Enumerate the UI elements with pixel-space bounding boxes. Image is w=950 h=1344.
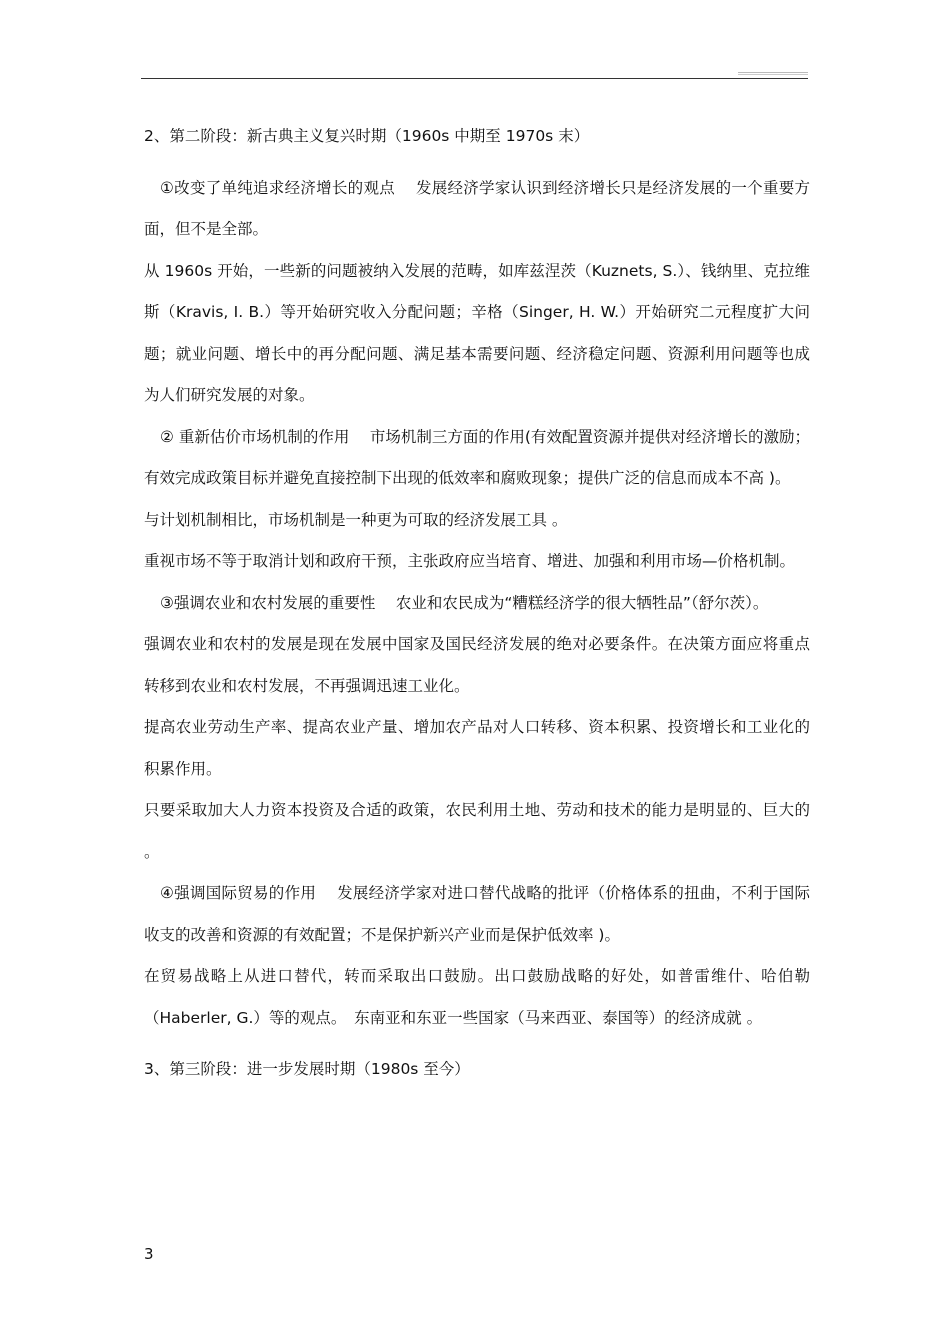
paragraph: ② 重新估价市场机制的作用 市场机制三方面的作用(有效配置资源并提供对经济增长的激励；有效完成政策目标并避免直接控制下出现的低效率和腐败现象；提供广泛的信息而成本不高 )。 [144,427,810,487]
paragraph: 只要采取加大人力资本投资及合适的政策，农民利用土地、劳动和技术的能力是明显的、巨大的 。 [144,801,810,861]
header-mark [738,74,808,75]
section-heading-stage2: 2、第二阶段：新古典主义复兴时期（1960s 中期至 1970s 末） [144,127,590,145]
paragraph: ③强调农业和农村发展的重要性 农业和农民成为“糟糕经济学的很大牺牲品”（舒尔茨）。 [160,593,769,612]
page-number: 3 [144,1245,154,1263]
section-heading-stage3: 3、第三阶段：进一步发展时期（1980s 至今） [144,1060,470,1078]
paragraph: ④强调国际贸易的作用 发展经济学家对进口替代战略的批评（价格体系的扭曲，不利于国际收支的改善和资源的有效配置；不是保护新兴产业而是保护低效率 )。 [144,884,810,944]
header-rule [141,78,808,79]
document-body [144,116,810,1091]
header-mark [738,72,808,73]
paragraph: 从 1960s 开始，一些新的问题被纳入发展的范畴，如库兹涅茨（Kuznets, S.）、钱纳里、克拉维斯（Kravis, I. B.）等开始研究收入分配问题；辛格（Singer, H. W.）开始研究二元程度扩大问题；就业问题、增长中的再分配问题、满足基本需要问题、经济稳定问题、资源利用问题等也成为人们研究发展的对象。 [144,261,810,404]
paragraph: 强调农业和农村的发展是现在发展中国家及国民经济发展的绝对必要条件。在决策方面应将重点转移到农业和农村发展，不再强调迅速工业化。 [144,635,810,695]
paragraph: 与计划机制相比，市场机制是一种更为可取的经济发展工具 。 [144,510,568,529]
paragraph: ①改变了单纯追求经济增长的观点 发展经济学家认识到经济增长只是经济发展的一个重要方面，但不是全部。 [144,178,810,238]
paragraph: 重视市场不等于取消计划和政府干预，主张政府应当培育、增进、加强和利用市场—价格机制。 [144,552,796,570]
paragraph: 在贸易战略上从进口替代，转而采取出口鼓励。出口鼓励战略的好处，如普雷维什、哈伯勒（Haberler, G.）等的观点。 东南亚和东亚一些国家（马来西亚、泰国等）的经济成就 。 [144,967,810,1027]
paragraph: 提高农业劳动生产率、提高农业产量、增加农产品对人口转移、资本积累、投资增长和工业化的积累作用。 [144,718,810,778]
